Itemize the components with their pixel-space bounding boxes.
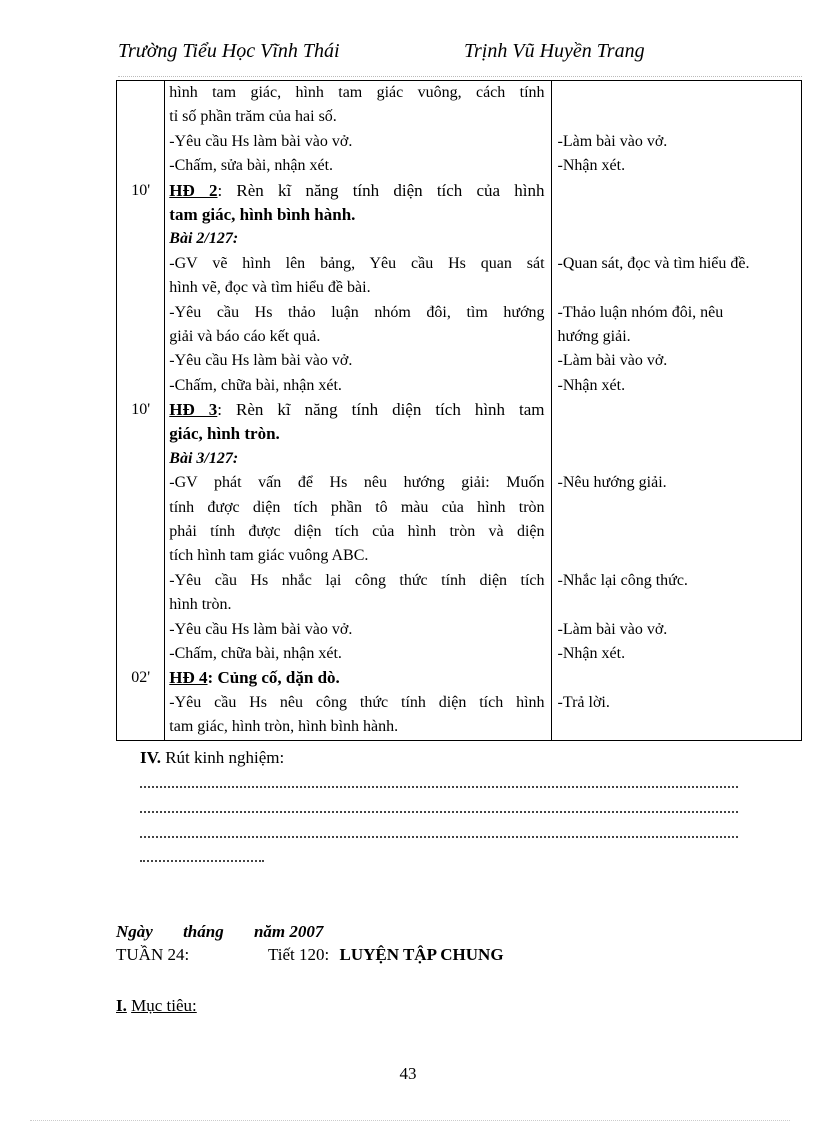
- student-line: -Làm bài vào vở.: [557, 352, 668, 370]
- teacher-line: tam giác, hình bình hành.: [169, 204, 356, 224]
- teacher-line: -Yêu cầu Hs làm bài vào vở.: [169, 132, 353, 150]
- date-line: Ngày tháng năm 2007: [116, 922, 324, 941]
- student-line: hướng giải.: [557, 327, 631, 345]
- teacher-line: -Yêu cầu Hs nêu công thức tính diện tích hình: [169, 693, 545, 711]
- page-header: [118, 40, 718, 66]
- exercise-title: Bài 2/127:: [169, 230, 239, 248]
- student-line: -Nhận xét.: [557, 644, 626, 662]
- dotted-line: [140, 860, 264, 862]
- dotted-line: [140, 836, 738, 838]
- teacher-line: hình tam giác, hình tam giác vuông, cách tính: [169, 84, 545, 101]
- student-line: -Trả lời.: [557, 693, 610, 711]
- page-number: 43: [399, 1064, 417, 1083]
- activity-heading: HĐ 4: Củng cố, dặn dò.: [169, 668, 340, 688]
- teacher-line: tính được diện tích phần tô màu của hình tròn: [169, 498, 545, 516]
- teacher-line: hình tròn.: [169, 596, 232, 614]
- teacher-line: -Yêu cầu Hs làm bài vào vở.: [169, 620, 353, 638]
- student-line: -Làm bài vào vở.: [557, 132, 668, 150]
- teacher-line: tích hình tam giác vuông ABC.: [169, 547, 369, 565]
- time-hd4: 02': [131, 669, 151, 687]
- week-label: TUẦN 24:: [116, 945, 190, 964]
- experience-heading: IV. Rút kinh nghiệm:: [140, 748, 285, 767]
- student-line: -Thảo luận nhóm đôi, nêu: [557, 303, 724, 321]
- teacher-line: -GV phát vấn để Hs nêu hướng giải: Muốn: [169, 474, 545, 492]
- teacher-line: -Yêu cầu Hs làm bài vào vở.: [169, 352, 353, 370]
- teacher-line: tam giác, hình tròn, hình bình hành.: [169, 718, 399, 736]
- teacher-line: -Yêu cầu Hs nhắc lại công thức tính diện tích: [169, 571, 545, 589]
- teacher-line: -Chấm, chữa bài, nhận xét.: [169, 376, 342, 394]
- student-line: -Nêu hướng giải.: [557, 474, 667, 492]
- teacher-line: giải và báo cáo kết quả.: [169, 327, 321, 345]
- activity-heading: HĐ 2: Rèn kĩ năng tính diện tích của hình: [169, 180, 545, 200]
- objective-heading: I. Mục tiêu:: [116, 996, 197, 1015]
- student-line: -Làm bài vào vở.: [557, 620, 668, 638]
- teacher-line: -Chấm, sửa bài, nhận xét.: [169, 157, 334, 175]
- teacher-line: giác, hình tròn.: [169, 424, 280, 444]
- teacher-line: phải tính được diện tích của hình tròn và diện: [169, 523, 545, 541]
- teacher-activities-column: [165, 81, 551, 741]
- header-divider: [118, 76, 802, 77]
- dotted-line: [140, 811, 738, 813]
- footer-divider: [30, 1120, 790, 1121]
- student-line: -Nhắc lại công thức.: [557, 571, 688, 589]
- dotted-line: [140, 786, 738, 788]
- table-row: [117, 81, 802, 741]
- student-line: -Nhận xét.: [557, 376, 626, 394]
- period-title: Tiết 120: LUYỆN TẬP CHUNG: [268, 945, 504, 964]
- week-line: [116, 945, 504, 965]
- time-column: [117, 81, 165, 741]
- exercise-title: Bài 3/127:: [169, 449, 239, 467]
- teacher-line: -Yêu cầu Hs thảo luận nhóm đôi, tìm hướng: [169, 303, 545, 321]
- student-activities-column: [551, 81, 801, 741]
- teacher-line: -GV vẽ hình lên bảng, Yêu cầu Hs quan sát: [169, 254, 545, 272]
- lesson-plan-table: [116, 80, 802, 741]
- teacher-line: hình vẽ, đọc và tìm hiểu đề bài.: [169, 279, 371, 297]
- teacher-line: tỉ số phần trăm của hai số.: [169, 108, 337, 126]
- student-line: -Quan sát, đọc và tìm hiểu đề.: [557, 254, 750, 272]
- activity-heading: HĐ 3: Rèn kĩ năng tính diện tích hình tam: [169, 400, 545, 420]
- author-name: Trịnh Vũ Huyền Trang: [464, 40, 645, 62]
- student-line: -Nhận xét.: [557, 157, 626, 175]
- time-hd3: 10': [131, 401, 151, 419]
- school-name: Trường Tiểu Học Vĩnh Thái: [118, 40, 340, 62]
- time-hd2: 10': [131, 181, 151, 199]
- teacher-line: -Chấm, chữa bài, nhận xét.: [169, 644, 342, 662]
